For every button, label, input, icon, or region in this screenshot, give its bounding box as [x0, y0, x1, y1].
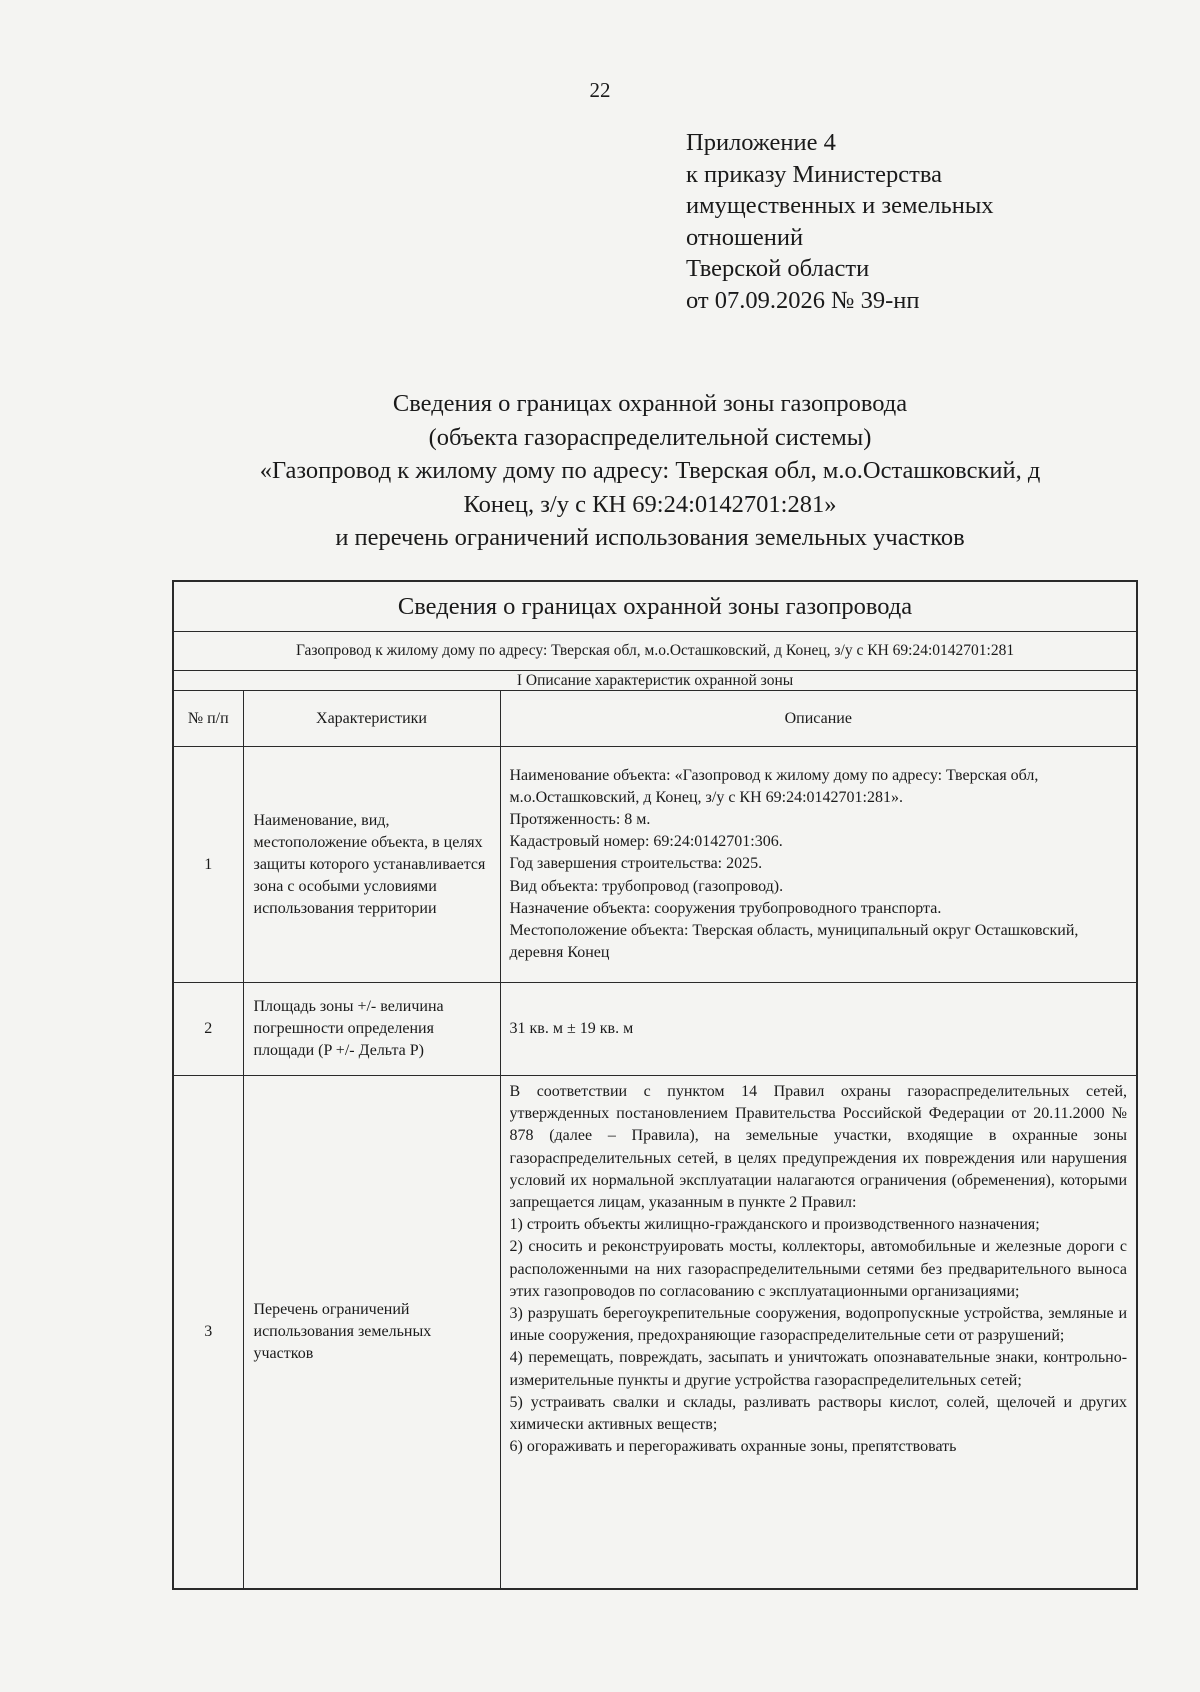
table-object-name: Газопровод к жилому дому по адресу: Тверская обл, м.о.Осташковский, д Конец, з/у с КН 69:24:0142701:281: [173, 632, 1137, 671]
appendix-line: от 07.09.2026 № 39-нп: [686, 286, 920, 314]
zone-table: [172, 580, 1138, 1590]
title-line: (объекта газораспределительной системы): [428, 423, 872, 451]
restrictions-text: [510, 1081, 1128, 1586]
table-row: [173, 747, 1137, 983]
title-line: Конец, з/у с КН 69:24:0142701:281»: [463, 490, 837, 518]
desc-line: Назначение объекта: сооружения трубопроводного транспорта.: [509, 899, 942, 917]
appendix-line: отношений: [686, 223, 804, 251]
row-description: [500, 983, 1137, 1076]
title-line: Сведения о границах охранной зоны газопровода: [392, 390, 908, 417]
column-header-num: № п/п: [173, 691, 243, 747]
table-section-title: I Описание характеристик охранной зоны: [173, 671, 1137, 691]
column-header-desc: Описание: [500, 691, 1137, 747]
row-characteristic: Перечень ограничений использования земельных участков: [243, 1076, 500, 1590]
row-description: [500, 1076, 1137, 1590]
row-characteristic: Наименование, вид, местоположение объекта, в целях защиты которого устанавливается зона с особыми условиями использования территории: [243, 747, 500, 983]
row-characteristic: Площадь зоны +/- величина погрешности определения площади (P +/- Дельта P): [243, 983, 500, 1076]
desc-line: 5) устраивать свалки и склады, разливать растворы кислот, солей, щелочей и других химически активных веществ;: [509, 1393, 1128, 1434]
appendix-line: Приложение 4: [686, 129, 836, 156]
row-description: [500, 747, 1137, 983]
desc-line: 3) разрушать берегоукрепительные сооружения, водопропускные устройства, земляные и иные сооружения, предохраняющие газораспределительные сети от разрушений;: [509, 1305, 1128, 1345]
row-number: 2: [173, 983, 243, 1076]
appendix-line: Тверской области: [686, 255, 870, 282]
desc-line: 4) перемещать, повреждать, засыпать и уничтожать опознавательные знаки, контрольно-измерительные пункты и другие устройства газораспределительных сетей;: [509, 1349, 1128, 1389]
title-line: «Газопровод к жилому дому по адресу: Тверская обл, м.о.Осташковский, д: [259, 457, 1041, 484]
desc-line: 6) огораживать и перегораживать охранные зоны, препятствовать: [509, 1438, 957, 1456]
desc-line: 1) строить объекты жилищно-гражданского и производственного назначения;: [509, 1216, 1040, 1234]
desc-line: Год завершения строительства: 2025.: [509, 855, 763, 873]
desc-line: 31 кв. м ± 19 кв. м: [509, 1019, 634, 1037]
appendix-line: имущественных и земельных: [686, 192, 994, 219]
row-number: 1: [173, 747, 243, 983]
desc-line: Протяженность: 8 м.: [509, 810, 651, 828]
table-heading: Сведения о границах охранной зоны газопровода: [173, 581, 1137, 632]
table-row: [173, 1076, 1137, 1590]
appendix-block: [686, 127, 994, 316]
desc-line: Кадастровый номер: 69:24:0142701:306.: [509, 833, 783, 851]
appendix-line: к приказу Министерства: [686, 160, 942, 188]
title-line: и перечень ограничений использования земельных участков: [335, 524, 965, 551]
table-row: [173, 983, 1137, 1076]
document-title: [180, 387, 1120, 555]
desc-line: Наименование объекта: «Газопровод к жилому дому по адресу: Тверская обл, м.о.Осташковский, д Конец, з/у с КН 69:24:0142701:281».: [509, 766, 1039, 806]
desc-line: В соответствии с пунктом 14 Правил охраны газораспределительных сетей, утвержденных постановлением Правительства Российской Федерации от 20.11.2000 № 878 (далее – Правила), на земельные участки, входящие в охранные зоны газораспределительных сетей, в целях предупреждения их повреждения или нарушения условий их нормальной эксплуатации налагаются ограничения (обременения), которыми запрещается лицам, указанным в пункте 2 Правил:: [509, 1083, 1128, 1212]
desc-line: Местоположение объекта: Тверская область, муниципальный округ Осташковский, деревня Конец: [509, 922, 1079, 962]
desc-line: 2) сносить и реконструировать мосты, коллекторы, автомобильные и железные дороги с расположенными на них газораспределительными сетями без предварительного выноса этих газопроводов по согласованию с эксплуатационными организациями;: [509, 1238, 1128, 1300]
column-header-char: Характеристики: [243, 691, 500, 747]
desc-line: Вид объекта: трубопровод (газопровод).: [509, 877, 784, 895]
page-number: 22: [589, 78, 611, 102]
row-number: 3: [173, 1076, 243, 1590]
